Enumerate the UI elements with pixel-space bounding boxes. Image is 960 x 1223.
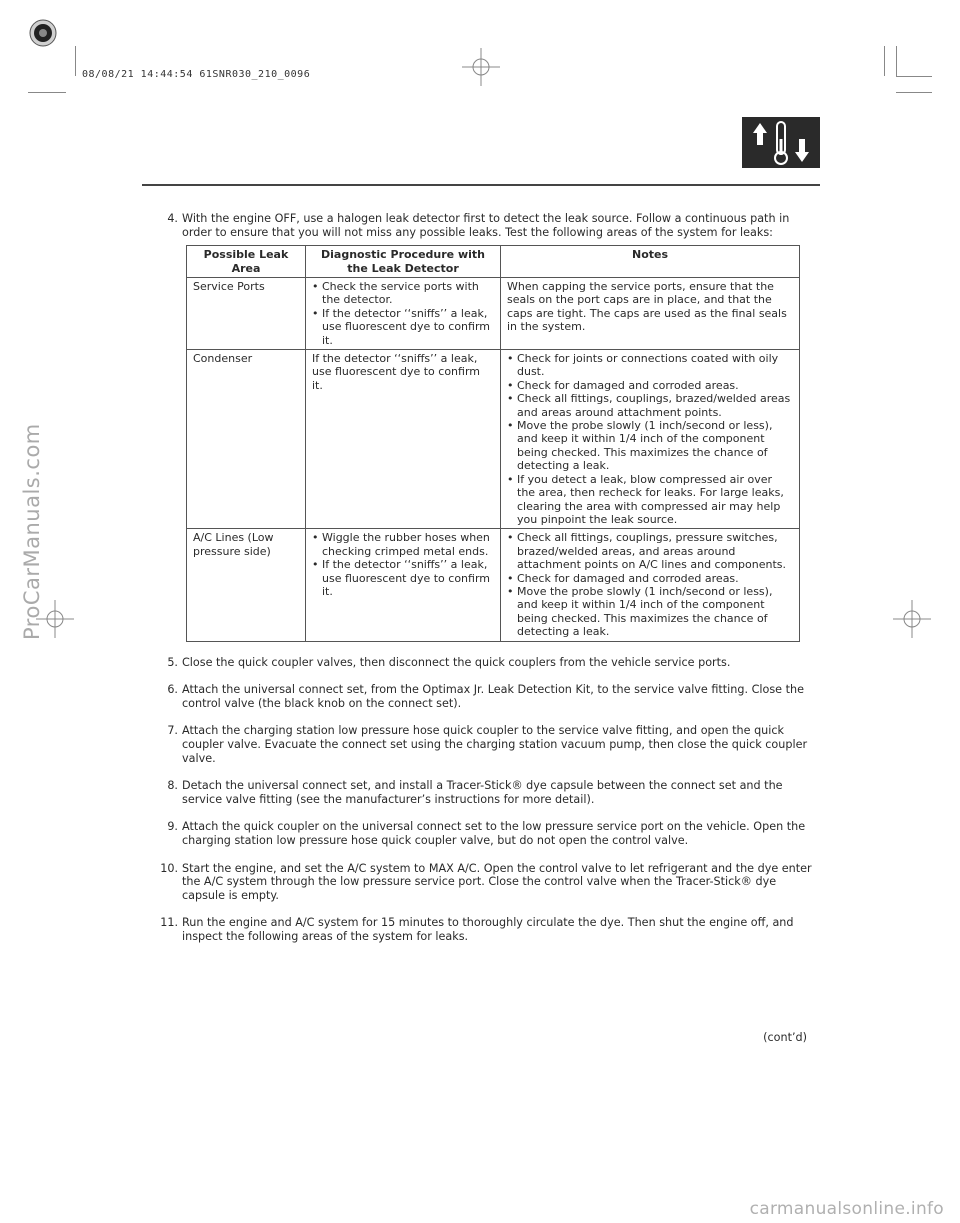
step-number: 8. (167, 779, 178, 793)
step-number: 7. (167, 724, 178, 738)
procedure-content (160, 212, 812, 957)
procedure: If the detector ‘‘sniffs’’ a leak, use fluorescent dye to confirm it. (306, 350, 501, 529)
leak-area: Service Ports (187, 278, 306, 350)
step-text: With the engine OFF, use a halogen leak detector first to detect the leak source. Follow a continuous path in order to ensure that you will not miss any possible leaks. Test the following areas of the system for leaks: (182, 212, 790, 239)
continued-label: (cont’d) (763, 1031, 807, 1044)
table-header: Notes (501, 246, 800, 278)
notes: When capping the service ports, ensure that the seals on the port caps are in place, and that the caps are tight. The caps are used as the final seals in the system. (501, 278, 800, 350)
step-text: Close the quick coupler valves, then disconnect the quick couplers from the vehicle service ports. (182, 655, 731, 669)
list-item: • Move the probe slowly (1 inch/second or less), and keep it within 1/4 inch of the component being checked. This maximizes the chance of detecting a leak. (507, 419, 793, 473)
step-text: Attach the universal connect set, from the Optimax Jr. Leak Detection Kit, to the service valve fitting. Close the control valve (the black knob on the connect set). (182, 683, 804, 710)
list-item: • Move the probe slowly (1 inch/second or less), and keep it within 1/4 inch of the component being checked. This maximizes the chance of detecting a leak. (507, 585, 793, 639)
crosshair-icon (893, 600, 931, 638)
table-header: Possible Leak Area (187, 246, 306, 278)
crop-mark (75, 46, 76, 76)
list-item: • If the detector ‘‘sniffs’’ a leak, use fluorescent dye to confirm it. (312, 307, 494, 347)
table-row (187, 350, 800, 529)
procedure (306, 529, 501, 641)
step-text: Detach the universal connect set, and install a Tracer-Stick® dye capsule between the connect set and the service valve fitting (see the manufacturer’s instructions for more detail). (182, 779, 783, 806)
crop-mark (896, 92, 932, 93)
notes (501, 529, 800, 641)
leak-area-table (186, 245, 800, 641)
print-stamp: 08/08/21 14:44:54 61SNR030_210_0096 (82, 69, 311, 80)
procedure (306, 278, 501, 350)
table-header: Diagnostic Procedure with the Leak Detector (306, 246, 501, 278)
step-number: 10. (160, 861, 178, 875)
step-11 (160, 916, 812, 943)
notes (501, 350, 800, 529)
list-item: • If the detector ‘‘sniffs’’ a leak, use fluorescent dye to confirm it. (312, 558, 494, 598)
header-rule (142, 184, 820, 186)
step-number: 5. (167, 655, 178, 669)
table-row (187, 529, 800, 641)
step-7 (160, 724, 812, 765)
leak-area: Condenser (187, 350, 306, 529)
crop-mark (884, 46, 885, 76)
step-10 (160, 862, 812, 903)
list-item: • If you detect a leak, blow compressed air over the area, then recheck for leaks. For large leaks, clearing the area with compressed air may help you pinpoint the leak source. (507, 473, 793, 527)
step-6 (160, 683, 812, 710)
step-text: Run the engine and A/C system for 15 minutes to thoroughly circulate the dye. Then shut the engine off, and inspect the following areas of the system for leaks. (182, 916, 794, 943)
list-item: • Check for joints or connections coated with oily dust. (507, 352, 793, 379)
step-text: Start the engine, and set the A/C system to MAX A/C. Open the control valve to let refrigerant and the dye enter the A/C system through the low pressure service port. Close the control valve when the Tracer-Stick® dye capsule is empty. (182, 861, 812, 902)
registration-mark-icon (28, 18, 58, 48)
step-4 (160, 212, 812, 239)
crop-mark (896, 76, 932, 77)
step-text: Attach the charging station low pressure hose quick coupler to the service valve fitting, and open the quick coupler valve. Evacuate the connect set using the charging station vacuum pump, then close the quick coupler valve. (182, 724, 808, 765)
step-5 (160, 656, 812, 670)
step-number: 9. (167, 820, 178, 834)
list-item: • Check the service ports with the detector. (312, 280, 494, 307)
crop-mark (896, 46, 897, 76)
crosshair-icon (462, 48, 500, 86)
list-item: • Check for damaged and corroded areas. (507, 572, 793, 585)
step-text: Attach the quick coupler on the universal connect set to the low pressure service port on the vehicle. Open the charging station low pressure hose quick coupler valve, but do not open the control valve. (182, 820, 806, 847)
step-number: 11. (160, 916, 178, 930)
step-8 (160, 779, 812, 806)
step-number: 4. (167, 212, 178, 225)
step-9 (160, 820, 812, 847)
thermometer-arrows-icon (742, 117, 820, 168)
side-watermark: ProCarManuals.com (20, 423, 44, 640)
list-item: • Check for damaged and corroded areas. (507, 379, 793, 392)
table-row (187, 278, 800, 350)
crop-mark (28, 92, 66, 93)
leak-area: A/C Lines (Low pressure side) (187, 529, 306, 641)
bottom-watermark: carmanualsonline.info (749, 1199, 944, 1219)
list-item: • Wiggle the rubber hoses when checking crimped metal ends. (312, 531, 494, 558)
step-number: 6. (167, 683, 178, 697)
list-item: • Check all fittings, couplings, brazed/welded areas and areas around attachment points. (507, 392, 793, 419)
list-item: • Check all fittings, couplings, pressure switches, brazed/welded areas, and areas around attachment points on A/C lines and components. (507, 531, 793, 571)
